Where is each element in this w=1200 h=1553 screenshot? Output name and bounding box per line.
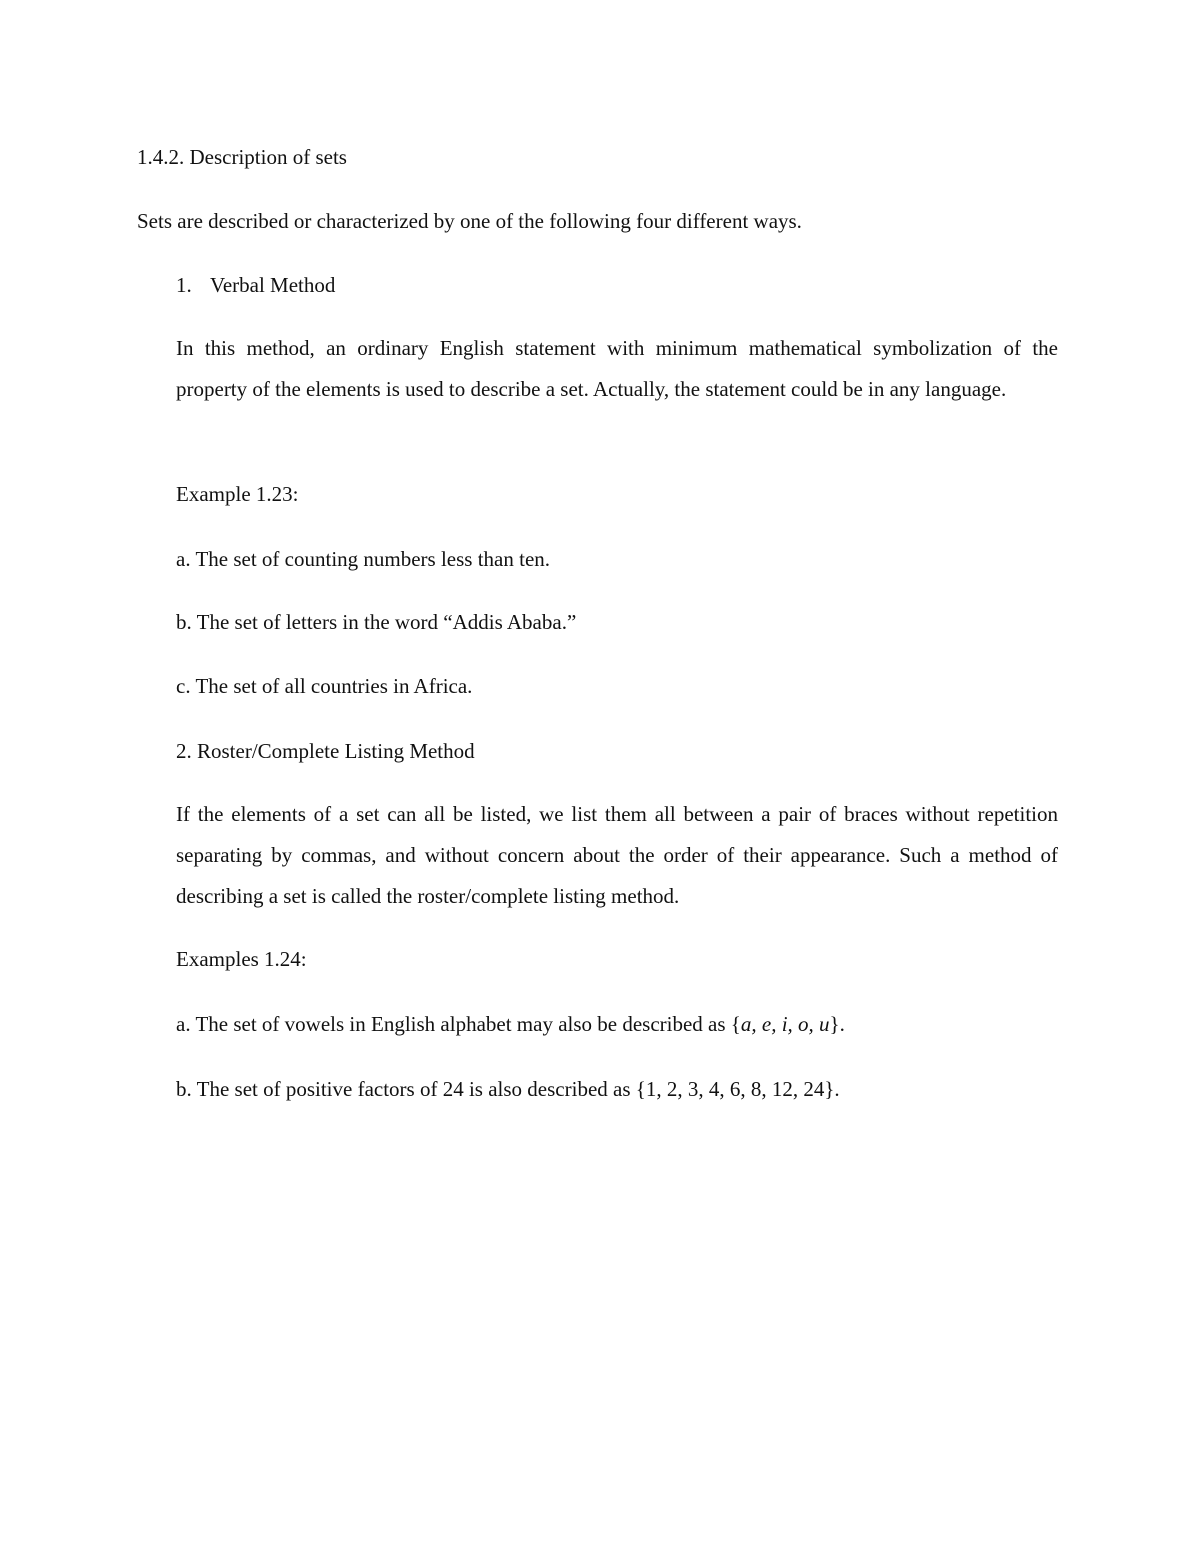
- example-1-24-label: Examples 1.24:: [176, 947, 307, 971]
- section-heading: 1.4.2. Description of sets: [137, 145, 347, 169]
- method2-description: If the elements of a set can all be listed, we list them all between a pair of braces without repetition separating by commas, and without concern about the order of their appearance. Such a method of describing a set is called the roster/complete listing method.: [176, 802, 1058, 908]
- example-1-23-c: c. The set of all countries in Africa.: [176, 674, 473, 698]
- intro-text: Sets are described or characterized by one of the following four different ways.: [137, 209, 802, 233]
- example-1-24-b: b. The set of positive factors of 24 is also described as {1, 2, 3, 4, 6, 8, 12, 24}.: [176, 1077, 840, 1101]
- example-1-23-b: b. The set of letters in the word “Addis Ababa.”: [176, 610, 577, 634]
- method2-heading: 2. Roster/Complete Listing Method: [176, 739, 475, 763]
- example-1-23-a: a. The set of counting numbers less than ten.: [176, 547, 551, 571]
- example-1-24-a-end: }.: [829, 1012, 845, 1036]
- method1-title: Verbal Method: [210, 273, 336, 297]
- method1-number: 1.: [176, 273, 192, 297]
- vowel-set: a, e, i, o, u: [740, 1012, 830, 1036]
- method1-heading: [176, 273, 335, 297]
- method1-description: In this method, an ordinary English statement with minimum mathematical symbolization of the property of the elements is used to describe a set. Actually, the statement could be in any language.: [176, 336, 1058, 401]
- example-1-23-label: Example 1.23:: [176, 482, 299, 506]
- example-1-24-a-text: a. The set of vowels in English alphabet may also be described as {: [176, 1012, 741, 1036]
- example-1-24-a: [176, 1012, 845, 1036]
